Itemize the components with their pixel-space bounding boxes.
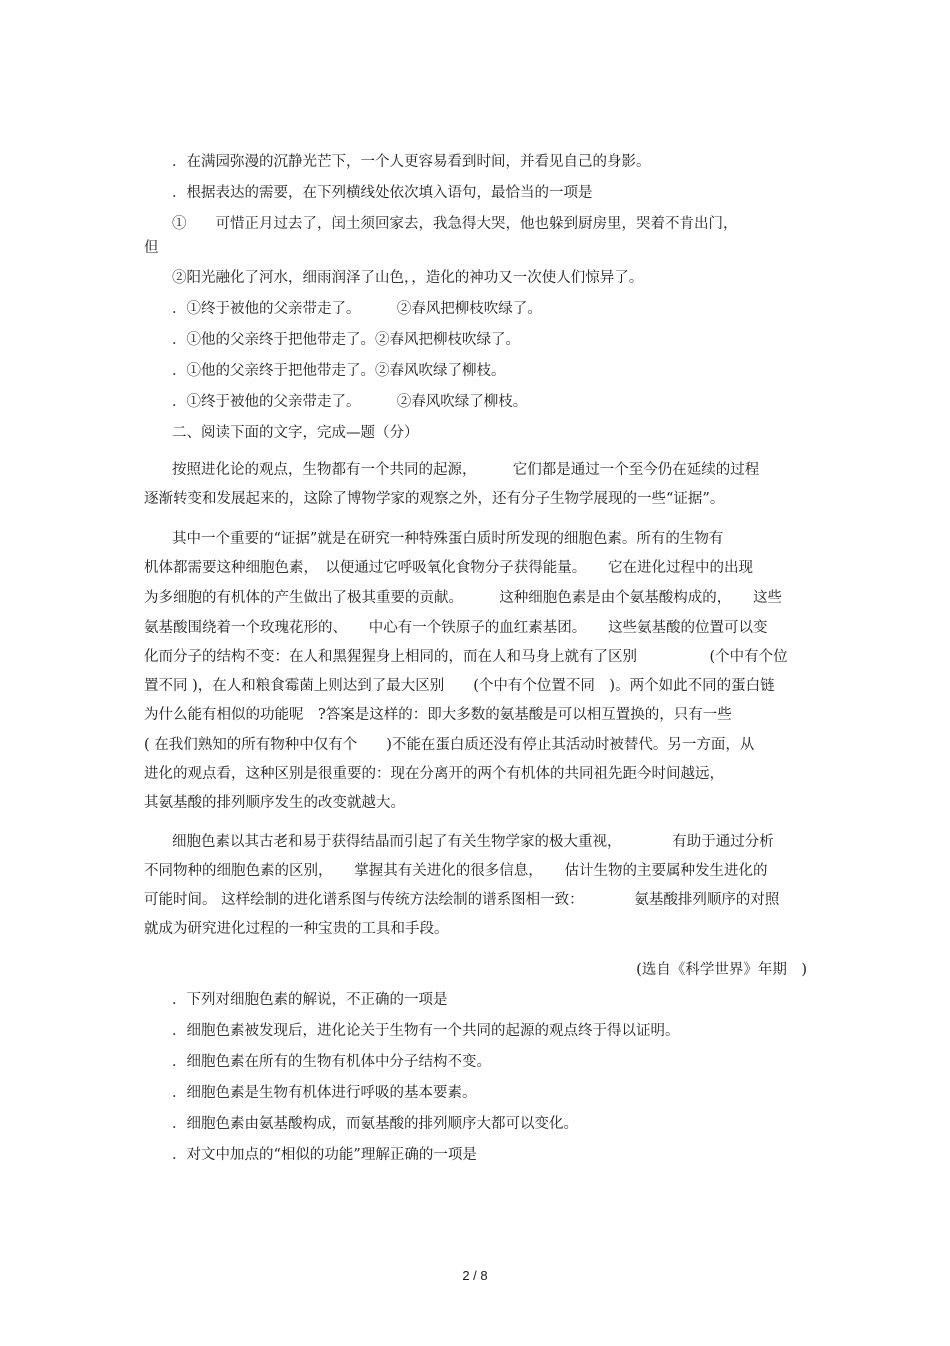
sentence-1-continued: 但 — [144, 240, 159, 256]
option-c: ．细胞色素是生物有机体进行呼吸的基本要素。 — [172, 1085, 477, 1101]
paragraph-2-line: 氨基酸围绕着一个玫瑰花形的、 中心有一个铁原子的血红素基团。 这些氨基酸的位置可以变 — [144, 620, 768, 636]
section-heading: 二、阅读下面的文字，完成—题（分） — [172, 425, 419, 441]
page-number: 2 / 8 — [462, 1268, 488, 1283]
option-b: ．①他的父亲终于把他带走了。②春风把柳枝吹绿了。 — [172, 332, 520, 348]
paragraph-2-line: 化而分子的结构不变：在人和黑猩猩身上相同的，而在人和马身上就有了区别 (个中有个位 — [144, 649, 788, 665]
option-c: ．①他的父亲终于把他带走了。②春风吹绿了柳枝。 — [172, 363, 506, 379]
paragraph-2-line: 置不同 )，在人和粮食霉菌上则达到了最大区别 (个中有个位置不同 )。两个如此不同的蛋白链 — [144, 678, 775, 694]
question-stem: ．对文中加点的“相似的功能”理解正确的一项是 — [172, 1147, 477, 1163]
paragraph-2-line: 其氨基酸的排列顺序发生的改变就越大。 — [144, 795, 405, 811]
paragraph-3-line: 不同物种的细胞色素的区别， 掌握其有关进化的很多信息， 估计生物的主要属种发生进化的 — [144, 863, 768, 879]
question-stem: ．下列对细胞色素的解说，不正确的一项是 — [172, 992, 448, 1008]
paragraph-2-line: ( 在我们熟知的所有物种中仅有个 )不能在蛋白质还没有停止其活动时被替代。另一方面，从 — [144, 737, 755, 753]
paragraph-2-line: 进化的观点看，这种区别是很重要的：现在分离开的两个有机体的共同祖先距今时间越远， — [144, 766, 724, 782]
paragraph-1-line: 按照进化论的观点，生物都有一个共同的起源， 它们都是通过一个至今仍在延续的过程 — [172, 462, 760, 478]
sentence-2: ②阳光融化了河水，细雨润泽了山色，，造化的神功又一次使人们惊异了。 — [172, 270, 644, 286]
paragraph-2-line: 为多细胞的有机体的产生做出了极其重要的贡献。 这种细胞色素是由个氨基酸构成的， 这些 — [144, 590, 782, 606]
option-d: ．①终于被他的父亲带走了。 ②春风吹绿了柳枝。 — [172, 394, 528, 410]
paragraph-3-line: 可能时间。 这样绘制的进化谱系图与传统方法绘制的谱系图相一致： 氨基酸排列顺序的对照 — [144, 892, 780, 908]
paragraph-3-line: 细胞色素以其古老和易于获得结晶而引起了有关生物学家的极大重视， 有助于通过分析 — [172, 834, 774, 850]
paragraph-2-line: 其中一个重要的“证据”就是在研究一种特殊蛋白质时所发现的细胞色素。所有的生物有 — [172, 531, 724, 547]
paragraph-3-line: 就成为研究进化过程的一种宝贵的工具和手段。 — [144, 921, 449, 937]
option-d: ．细胞色素由氨基酸构成，而氨基酸的排列顺序大都可以变化。 — [172, 1116, 578, 1132]
sentence-1: ① 可惜正月过去了，闰土须回家去，我急得大哭，他也躲到厨房里，哭着不肯出门， — [172, 216, 738, 232]
source-citation: (选自《科学世界》年期 ) — [636, 962, 807, 978]
text-line: ．在满园弥漫的沉静光芒下，一个人更容易看到时间，并看见自己的身影。 — [172, 154, 651, 170]
option-b: ．细胞色素在所有的生物有机体中分子结构不变。 — [172, 1054, 491, 1070]
paragraph-2-line: 为什么能有相似的功能呢 ?答案是这样的：即大多数的氨基酸是可以相互置换的，只有一些 — [144, 707, 732, 723]
question-stem: ．根据表达的需要，在下列横线处依次填入语句，最恰当的一项是 — [172, 185, 593, 201]
option-a: ．细胞色素被发现后，进化论关于生物有一个共同的起源的观点终于得以证明。 — [172, 1023, 680, 1039]
paragraph-1-line: 逐渐转变和发展起来的，这除了博物学家的观察之外，还有分子生物学展现的一些“证据”。 — [144, 491, 725, 507]
paragraph-2-line: 机体都需要这种细胞色素， 以便通过它呼吸氧化食物分子获得能量。 它在进化过程中的出现 — [144, 560, 753, 576]
option-a: ．①终于被他的父亲带走了。 ②春风把柳枝吹绿了。 — [172, 301, 542, 317]
